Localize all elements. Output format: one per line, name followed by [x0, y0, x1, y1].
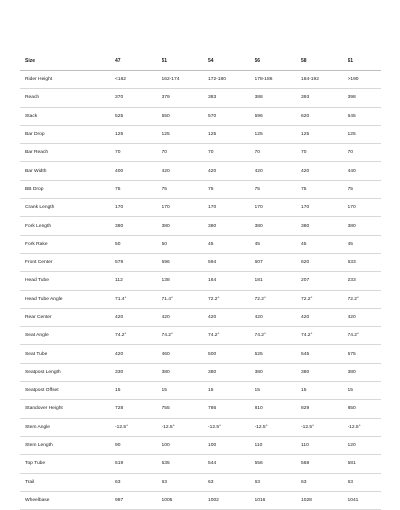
table-row	[20, 382, 381, 400]
table-cell: 420	[301, 308, 348, 326]
table-cell: 74.2°	[255, 327, 302, 345]
table-cell: 380	[301, 363, 348, 381]
table-cell: 786	[208, 400, 255, 418]
table-cell: 170	[115, 199, 162, 217]
table-cell: 15	[162, 382, 209, 400]
table-cell: 633	[348, 253, 382, 271]
table-cell: 63	[162, 473, 209, 491]
row-label: Bar Drop	[20, 125, 115, 143]
table-cell: 70	[301, 144, 348, 162]
table-cell: 420	[208, 162, 255, 180]
table-cell: 170	[208, 199, 255, 217]
table-cell: 125	[255, 125, 302, 143]
table-cell: 398	[348, 89, 382, 107]
table-cell: 63	[208, 473, 255, 491]
table-cell: 987	[115, 491, 162, 509]
table-cell: 525	[115, 107, 162, 125]
table-cell: 125	[115, 125, 162, 143]
table-cell: -12.5°	[115, 418, 162, 436]
table-cell: 380	[301, 217, 348, 235]
row-label: Stem Length	[20, 436, 115, 454]
table-row	[20, 89, 381, 107]
table-cell: 330	[115, 363, 162, 381]
header-row	[20, 51, 381, 71]
table-cell: 162-174	[162, 71, 209, 89]
row-label: Standover Height	[20, 400, 115, 418]
table-cell: 850	[348, 400, 382, 418]
table-cell: 420	[115, 308, 162, 326]
size-column-header: 47	[115, 51, 162, 71]
size-column-header: 58	[301, 51, 348, 71]
table-row	[20, 235, 381, 253]
table-cell: 420	[115, 345, 162, 363]
table-cell: 170	[348, 199, 382, 217]
table-cell: 74.2°	[162, 327, 209, 345]
table-cell: 645	[348, 107, 382, 125]
table-cell: 15	[115, 382, 162, 400]
table-cell: 75	[255, 180, 302, 198]
table-cell: 556	[255, 455, 302, 473]
table-cell: 75	[115, 180, 162, 198]
table-cell: 379	[162, 89, 209, 107]
table-cell: 181	[255, 272, 302, 290]
table-cell: 63	[301, 473, 348, 491]
table-row	[20, 125, 381, 143]
table-cell: 45	[208, 235, 255, 253]
geometry-table	[20, 51, 381, 510]
table-cell: -12.5°	[301, 418, 348, 436]
table-cell: 15	[301, 382, 348, 400]
row-label: Fork Length	[20, 217, 115, 235]
table-cell: 568	[301, 455, 348, 473]
table-cell: 170	[162, 199, 209, 217]
row-label: Fork Rake	[20, 235, 115, 253]
table-cell: 70	[348, 144, 382, 162]
table-cell: -12.5°	[162, 418, 209, 436]
table-cell: 72.2°	[208, 290, 255, 308]
table-cell: 120	[348, 436, 382, 454]
table-row	[20, 272, 381, 290]
table-row	[20, 180, 381, 198]
table-body	[20, 71, 381, 510]
table-cell: 420	[255, 308, 302, 326]
table-cell: 400	[115, 162, 162, 180]
table-cell: 728	[115, 400, 162, 418]
table-cell: 63	[115, 473, 162, 491]
table-cell: 380	[255, 217, 302, 235]
table-cell: -12.5°	[255, 418, 302, 436]
table-row	[20, 290, 381, 308]
table-cell: 75	[301, 180, 348, 198]
table-cell: 112	[115, 272, 162, 290]
table-cell: 380	[255, 363, 302, 381]
row-label: Head Tube	[20, 272, 115, 290]
table-row	[20, 363, 381, 381]
row-label: Seatpost Length	[20, 363, 115, 381]
table-cell: 544	[208, 455, 255, 473]
size-column-header: 56	[255, 51, 302, 71]
table-cell: 575	[348, 345, 382, 363]
table-cell: 170	[301, 199, 348, 217]
table-cell: 178-186	[255, 71, 302, 89]
table-cell: 125	[208, 125, 255, 143]
table-cell: 184-192	[301, 71, 348, 89]
table-cell: 1041	[348, 491, 382, 509]
size-column-header: 61	[348, 51, 382, 71]
table-cell: 550	[162, 107, 209, 125]
table-cell: 420	[162, 308, 209, 326]
table-cell: 70	[255, 144, 302, 162]
table-cell: 125	[348, 125, 382, 143]
table-cell: 1005	[162, 491, 209, 509]
table-cell: 380	[162, 363, 209, 381]
size-header: Size	[20, 51, 115, 71]
table-cell: 570	[208, 107, 255, 125]
table-row	[20, 107, 381, 125]
table-cell: 755	[162, 400, 209, 418]
table-cell: 74.2°	[348, 327, 382, 345]
row-label: Seat Tube	[20, 345, 115, 363]
table-cell: 393	[301, 89, 348, 107]
row-label: Reach	[20, 89, 115, 107]
row-label: Stem Angle	[20, 418, 115, 436]
table-cell: 380	[115, 217, 162, 235]
row-label: Trail	[20, 473, 115, 491]
table-cell: 545	[301, 345, 348, 363]
table-cell: -12.5°	[208, 418, 255, 436]
table-cell: 15	[208, 382, 255, 400]
row-label: Bar Width	[20, 162, 115, 180]
row-label: Head Tube Angle	[20, 290, 115, 308]
table-cell: 388	[255, 89, 302, 107]
table-cell: 810	[255, 400, 302, 418]
table-cell: 74.2°	[208, 327, 255, 345]
table-cell: 460	[162, 345, 209, 363]
table-cell: 500	[208, 345, 255, 363]
table-cell: 596	[255, 107, 302, 125]
table-cell: 380	[208, 363, 255, 381]
table-cell: 172-180	[208, 71, 255, 89]
row-label: BB Drop	[20, 180, 115, 198]
table-row	[20, 400, 381, 418]
table-cell: 380	[162, 217, 209, 235]
table-cell: >190	[348, 71, 382, 89]
table-cell: 70	[162, 144, 209, 162]
table-cell: 620	[301, 107, 348, 125]
table-row	[20, 473, 381, 491]
table-cell: 63	[255, 473, 302, 491]
table-row	[20, 418, 381, 436]
table-row	[20, 144, 381, 162]
table-cell: 380	[348, 217, 382, 235]
table-row	[20, 71, 381, 89]
table-cell: 45	[301, 235, 348, 253]
table-row	[20, 327, 381, 345]
table-cell: 525	[255, 345, 302, 363]
table-cell: 519	[115, 455, 162, 473]
table-cell: 380	[348, 363, 382, 381]
table-cell: 596	[162, 253, 209, 271]
table-cell: 383	[208, 89, 255, 107]
table-row	[20, 455, 381, 473]
table-cell: 420	[348, 308, 382, 326]
table-cell: 164	[208, 272, 255, 290]
table-cell: 233	[348, 272, 382, 290]
table-cell: 75	[348, 180, 382, 198]
table-row	[20, 308, 381, 326]
table-cell: 100	[162, 436, 209, 454]
size-column-header: 54	[208, 51, 255, 71]
table-row	[20, 345, 381, 363]
table-cell: 125	[162, 125, 209, 143]
table-cell: 72.2°	[348, 290, 382, 308]
table-cell: 15	[348, 382, 382, 400]
table-cell: 74.2°	[301, 327, 348, 345]
table-cell: 420	[162, 162, 209, 180]
table-cell: 420	[208, 308, 255, 326]
table-cell: 607	[255, 253, 302, 271]
table-cell: 63	[348, 473, 382, 491]
table-cell: 170	[255, 199, 302, 217]
table-cell: 829	[301, 400, 348, 418]
table-row	[20, 162, 381, 180]
row-label: Seat Angle	[20, 327, 115, 345]
row-label: Stack	[20, 107, 115, 125]
table-row	[20, 436, 381, 454]
table-cell: 71.4°	[162, 290, 209, 308]
table-row	[20, 199, 381, 217]
table-cell: 380	[208, 217, 255, 235]
table-cell: 45	[348, 235, 382, 253]
table-cell: 72.2°	[255, 290, 302, 308]
table-cell: 620	[301, 253, 348, 271]
table-cell: 1028	[301, 491, 348, 509]
table-cell: 70	[115, 144, 162, 162]
row-label: Top Tube	[20, 455, 115, 473]
table-cell: 138	[162, 272, 209, 290]
table-cell: 45	[255, 235, 302, 253]
table-cell: 15	[255, 382, 302, 400]
table-cell: 207	[301, 272, 348, 290]
table-cell: 90	[115, 436, 162, 454]
table-cell: 1016	[255, 491, 302, 509]
table-cell: 75	[208, 180, 255, 198]
table-cell: 125	[301, 125, 348, 143]
table-cell: 1002	[208, 491, 255, 509]
table-cell: 110	[301, 436, 348, 454]
row-label: Front Center	[20, 253, 115, 271]
row-label: Seatpost Offset	[20, 382, 115, 400]
table-cell: 594	[208, 253, 255, 271]
table-row	[20, 217, 381, 235]
table-row	[20, 491, 381, 509]
table-row	[20, 253, 381, 271]
table-cell: 110	[255, 436, 302, 454]
table-cell: 440	[348, 162, 382, 180]
row-label: Wheelbase	[20, 491, 115, 509]
row-label: Rider Height	[20, 71, 115, 89]
row-label: Bar Reach	[20, 144, 115, 162]
table-cell: 75	[162, 180, 209, 198]
table-cell: 581	[348, 455, 382, 473]
table-cell: 420	[255, 162, 302, 180]
table-header	[20, 51, 381, 71]
table-cell: 71.4°	[115, 290, 162, 308]
table-cell: 50	[115, 235, 162, 253]
table-cell: <162	[115, 71, 162, 89]
table-cell: 420	[301, 162, 348, 180]
table-cell: -12.5°	[348, 418, 382, 436]
table-cell: 100	[208, 436, 255, 454]
size-column-header: 51	[162, 51, 209, 71]
row-label: Rear Center	[20, 308, 115, 326]
table-cell: 370	[115, 89, 162, 107]
table-cell: 579	[115, 253, 162, 271]
table-cell: 74.2°	[115, 327, 162, 345]
table-cell: 70	[208, 144, 255, 162]
table-cell: 50	[162, 235, 209, 253]
table-cell: 72.2°	[301, 290, 348, 308]
table-cell: 535	[162, 455, 209, 473]
row-label: Crank Length	[20, 199, 115, 217]
